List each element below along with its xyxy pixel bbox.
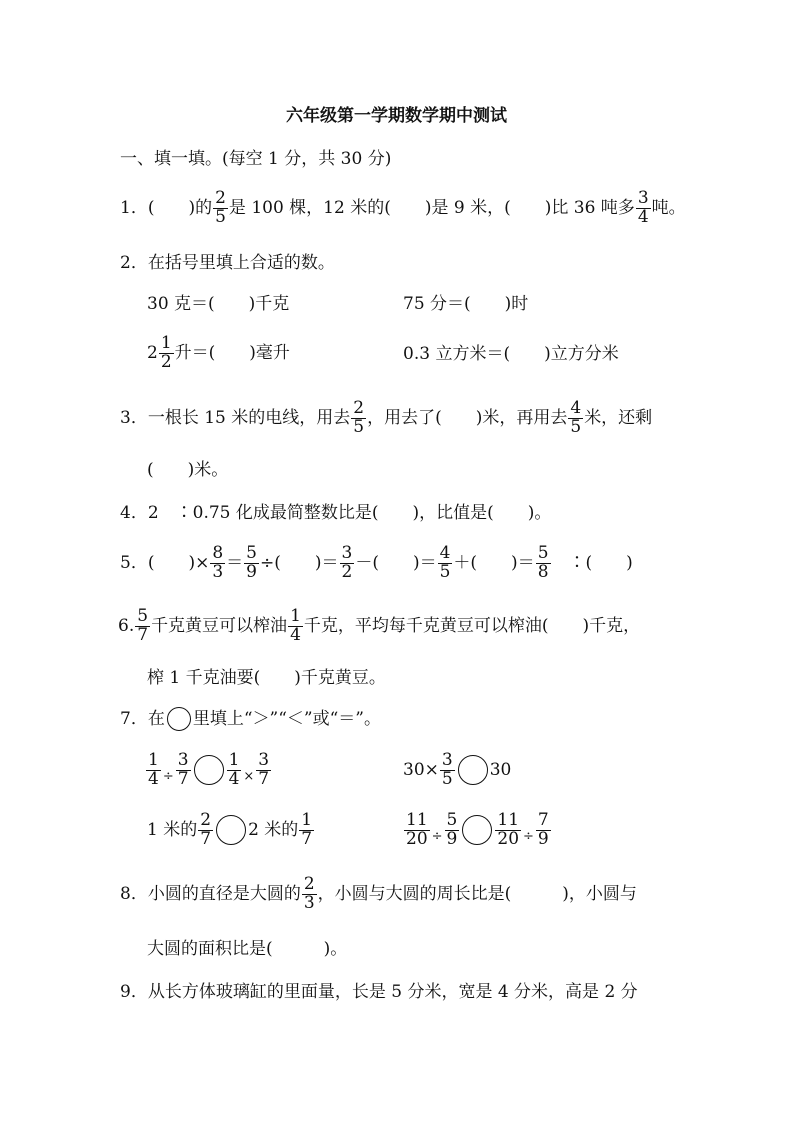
q7-compare-4: $\frac{11}{20}$ ÷ $\frac{5}{9}$ $\frac{11}{20}$ ÷ $\frac{7}{9}$: [406, 810, 549, 849]
blank-circle-icon: [167, 707, 191, 731]
question-2-stem: 2．在括号里填上合适的数。: [120, 253, 335, 273]
fraction: $\frac{5}{8}$: [537, 543, 549, 582]
section-heading: 一、填一填。(每空 1 分，共 30 分): [120, 149, 392, 169]
fraction: $\frac{2}{5}$: [215, 188, 226, 227]
q2-item-2: 75 分＝( )时: [403, 294, 529, 314]
question-6-line2: 榨 1 千克油要( )千克黄豆。: [147, 668, 386, 688]
question-3-line2: ( )米。: [147, 460, 229, 480]
question-3: 3．一根长 15 米的电线，用去 $\frac{2}{5}$ ，用去了( )米，再用去 $\frac{4}{5}$ 米，还剩: [120, 398, 653, 437]
fraction: $\frac{2}{5}$: [353, 398, 365, 437]
fraction: $\frac{5}{9}$: [246, 543, 257, 582]
fraction: $\frac{4}{5}$: [439, 543, 451, 582]
question-4: 4．2 ∶0.75 化成最简整数比是( )，比值是( )。: [120, 503, 552, 523]
fraction: $\frac{3}{4}$: [637, 188, 649, 227]
q2-item-3: 2 $\frac{1}{2}$ 升＝( )毫升: [147, 333, 290, 372]
q7-compare-3: 1 米的 $\frac{2}{7}$ 2 米的 $\frac{1}{7}$: [147, 810, 313, 849]
blank-circle-icon: [194, 755, 224, 785]
question-8: 8．小圆的直径是大圆的 $\frac{2}{3}$ ，小圆与大圆的周长比是( )，小圆与: [120, 874, 637, 913]
fraction: $\frac{1}{2}$: [160, 333, 172, 372]
fraction: $\frac{4}{5}$: [570, 398, 582, 437]
fraction: $\frac{5}{7}$: [137, 606, 149, 645]
question-6: 6. $\frac{5}{7}$ 千克黄豆可以榨油 $\frac{1}{4}$ 千克，平均每千克黄豆可以榨油( )千克，: [118, 606, 641, 645]
q2-item-4: 0.3 立方米＝( )立方分米: [403, 344, 619, 364]
question-1: 1．( )的 $\frac{2}{5}$ 是 100 棵，12 米的( )是 9 米，( )比 36 吨多 $\frac{3}{4}$ 吨。: [120, 188, 686, 227]
blank-circle-icon: [458, 755, 488, 785]
question-5: 5．( )× $\frac{8}{3}$ ＝ $\frac{5}{9}$ ÷( )＝ $\frac{3}{2}$ －( )＝ $\frac{4}{5}$ ＋( )＝ $\frac{5}{8}$ ∶( ): [120, 543, 633, 582]
q7-compare-2: 30× $\frac{3}{5}$ 30: [403, 750, 512, 789]
q7-compare-1: $\frac{1}{4}$ ÷ $\frac{3}{7}$ $\frac{1}{4}$ × $\frac{3}{7}$: [148, 750, 270, 789]
fraction: $\frac{1}{4}$: [290, 606, 301, 645]
question-7: 7．在 里填上“＞”“＜”或“＝”。: [120, 707, 381, 731]
blank-circle-icon: [216, 815, 246, 845]
fraction: $\frac{2}{3}$: [303, 874, 315, 913]
page-title: 六年级第一学期数学期中测试: [286, 106, 507, 126]
fraction: $\frac{3}{2}$: [341, 543, 353, 582]
fraction: $\frac{8}{3}$: [212, 543, 224, 582]
question-9: 9．从长方体玻璃缸的里面量，长是 5 分米，宽是 4 分米，高是 2 分: [120, 982, 638, 1002]
question-8-line2: 大圆的面积比是( )。: [147, 939, 348, 959]
blank-circle-icon: [462, 815, 492, 845]
q2-item-1: 30 克＝( )千克: [147, 294, 290, 314]
